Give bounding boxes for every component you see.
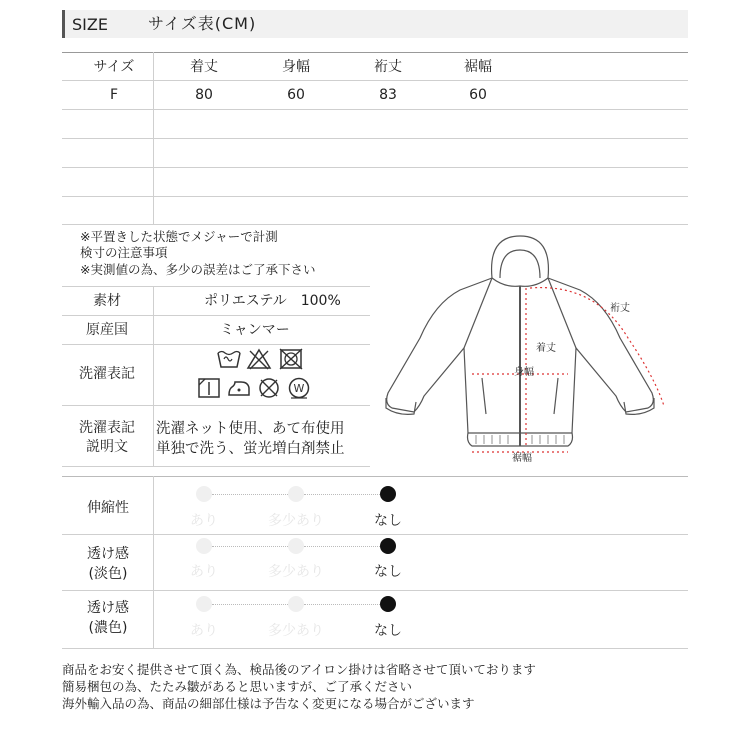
rating-connector: [304, 546, 380, 547]
col-hem: 裾幅: [464, 59, 492, 75]
care-label: 洗濯表記: [79, 366, 135, 382]
cell-width: 60: [287, 87, 305, 103]
table-column-divider: [153, 52, 154, 224]
origin-value: ミャンマー: [220, 322, 290, 338]
footer-note: 海外輸入品の為、商品の細部仕様は予告なく変更になる場合がございます: [62, 696, 475, 711]
rating-label-sheer-dark: 透け感 (濃色): [87, 600, 129, 636]
table-row-divider: [62, 109, 688, 110]
svg-text:W: W: [293, 382, 305, 395]
rating-option-label: あり: [190, 564, 218, 580]
no-bleach-icon: [246, 347, 272, 371]
width-label: 身幅: [514, 367, 534, 378]
rating-dot-selected: [380, 538, 396, 554]
col-width: 身幅: [282, 59, 310, 75]
rating-dot-option-0: [196, 538, 212, 554]
rating-option-label-selected: なし: [374, 513, 402, 529]
cell-sleeve: 83: [379, 87, 397, 103]
origin-label: 原産国: [86, 322, 128, 338]
size-label: SIZE: [72, 15, 108, 34]
table-top-border: [62, 52, 688, 53]
cell-size: F: [109, 87, 119, 103]
rating-option-label: あり: [190, 513, 218, 529]
cell-length: 80: [195, 87, 213, 103]
table-row-divider: [62, 138, 688, 139]
rating-option-label: 多少あり: [268, 513, 324, 529]
rating-dot-option-1: [288, 486, 304, 502]
table-row-divider: [62, 224, 688, 225]
no-tumble-dry-icon: [278, 347, 304, 371]
material-value: ポリエステル 100%: [204, 293, 341, 309]
sleeve-label: 裄丈: [610, 303, 630, 314]
table-row-divider: [62, 167, 688, 168]
rating-dot-option-0: [196, 596, 212, 612]
ratings-divider: [62, 534, 688, 535]
col-size: サイズ: [93, 59, 135, 75]
rating-connector: [304, 494, 380, 495]
care-desc-value: 洗濯ネット使用、あて布使用 単独で洗う、蛍光増白剤禁止: [156, 421, 345, 458]
info-divider: [62, 405, 370, 406]
ratings-top-border: [62, 476, 688, 477]
col-sleeve: 裄丈: [374, 59, 402, 75]
footer-note: 簡易梱包の為、たたみ皺があると思いますが、ご了承ください: [62, 679, 413, 694]
wet-clean-icon: [286, 376, 312, 400]
line-dry-shade-icon: [196, 376, 222, 400]
rating-option-label-selected: なし: [374, 623, 402, 639]
info-divider: [62, 344, 370, 345]
rating-connector: [212, 494, 288, 495]
table-row-divider: [62, 196, 688, 197]
col-length: 着丈: [190, 59, 218, 75]
rating-option-label: 多少あり: [268, 623, 324, 639]
table-row-divider: [62, 80, 688, 81]
info-divider: [62, 315, 370, 316]
hem-label: 裾幅: [512, 453, 532, 464]
rating-dot-option-1: [288, 596, 304, 612]
rating-dot-option-0: [196, 486, 212, 502]
material-label: 素材: [93, 293, 121, 309]
rating-option-label: 多少あり: [268, 564, 324, 580]
wash-30-icon: [216, 347, 242, 371]
rating-connector: [212, 604, 288, 605]
iron-low-icon: [226, 376, 252, 400]
size-header-accent: [62, 10, 65, 38]
rating-label-stretch: 伸縮性: [87, 500, 129, 516]
rating-connector: [304, 604, 380, 605]
rating-dot-selected: [380, 596, 396, 612]
size-table-title: サイズ表(CM): [148, 14, 257, 33]
footer-note: 商品をお安く提供させて頂く為、検品後のアイロン掛けは省略させて頂いております: [62, 662, 536, 677]
no-dry-clean-icon: [256, 376, 282, 400]
jacket-diagram: [380, 228, 680, 468]
length-label: 着丈: [536, 343, 556, 354]
measure-note: ※平置きした状態でメジャーで計測 検寸の注意事項 ※実測値の為、多少の誤差はご了承下さい: [80, 229, 316, 277]
care-desc-label: 洗濯表記 説明文: [79, 420, 135, 455]
rating-dot-selected: [380, 486, 396, 502]
info-column-divider: [153, 286, 154, 466]
rating-option-label-selected: なし: [374, 564, 402, 580]
info-divider: [62, 286, 370, 287]
rating-dot-option-1: [288, 538, 304, 554]
ratings-column-divider: [153, 476, 154, 648]
ratings-divider: [62, 648, 688, 649]
cell-hem: 60: [469, 87, 487, 103]
ratings-divider: [62, 590, 688, 591]
rating-connector: [212, 546, 288, 547]
rating-option-label: あり: [190, 623, 218, 639]
info-divider: [62, 466, 370, 467]
rating-label-sheer-light: 透け感 (淡色): [87, 546, 129, 582]
